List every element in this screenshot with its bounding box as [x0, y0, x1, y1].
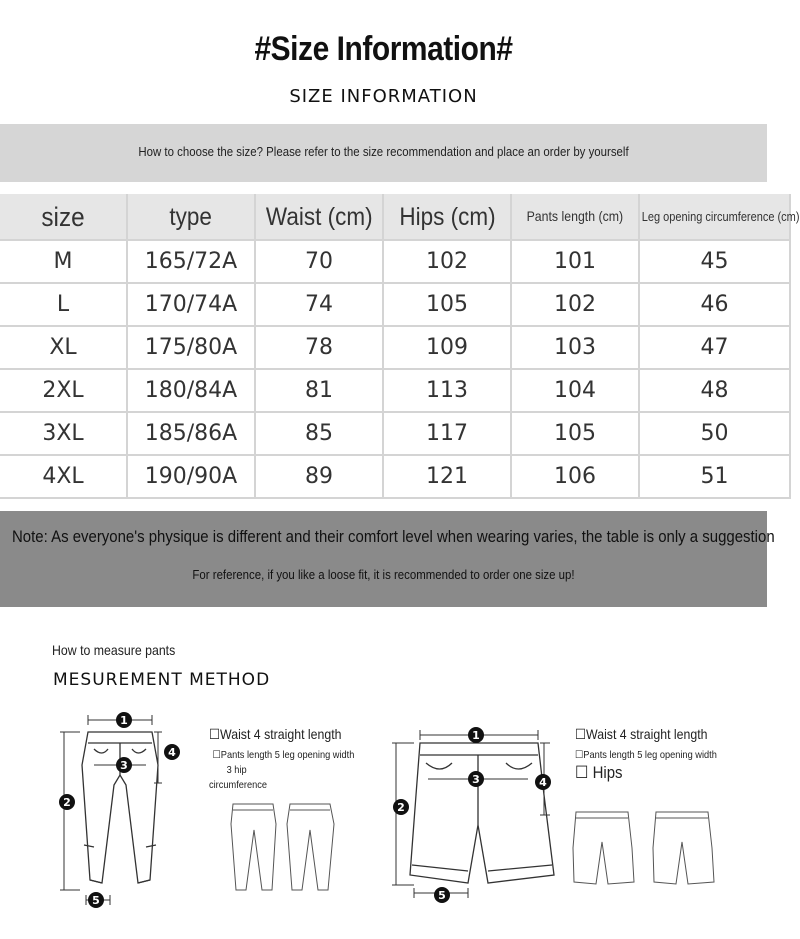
column-header-size	[0, 195, 127, 241]
table-cell: 78	[255, 326, 383, 369]
table-row	[0, 240, 790, 283]
page-subtitle: SIZE INFORMATION	[289, 86, 478, 107]
table-row	[0, 412, 790, 455]
table-cell: 3XL	[0, 412, 127, 455]
svg-text:5: 5	[92, 894, 100, 907]
legend-line: circumference	[209, 779, 268, 791]
table-body	[0, 240, 790, 498]
svg-text:1: 1	[120, 714, 128, 727]
shorts-diagram	[388, 715, 563, 910]
howto-heading: How to measure pants	[52, 642, 176, 658]
table-cell: 170/74A	[127, 283, 255, 326]
table-cell: 85	[255, 412, 383, 455]
table-cell: 103	[511, 326, 639, 369]
long-pants-legend	[209, 726, 374, 791]
table-cell: 109	[383, 326, 511, 369]
svg-text:5: 5	[438, 889, 446, 902]
method-title: MESUREMENT METHOD	[53, 670, 271, 690]
table-cell: 121	[383, 455, 511, 498]
table-cell: 70	[255, 240, 383, 283]
column-header-label: Leg opening circumference (cm)	[641, 209, 800, 224]
table-cell: 4XL	[0, 455, 127, 498]
svg-text:2: 2	[63, 796, 71, 809]
legend-line: ☐Pants length 5 leg opening width	[575, 749, 717, 761]
svg-text:3: 3	[120, 759, 128, 772]
table-cell: 175/80A	[127, 326, 255, 369]
measure-marker-4	[535, 774, 551, 790]
table-cell: 190/90A	[127, 455, 255, 498]
measure-marker-5	[434, 887, 450, 903]
legend-line: ☐Pants length 5 leg opening width	[212, 749, 355, 761]
note-band	[0, 511, 775, 607]
table-row	[0, 326, 790, 369]
column-header-leg-opening	[639, 195, 800, 241]
svg-text:3: 3	[472, 773, 480, 786]
legend-line: 3 hip	[226, 764, 247, 776]
table-cell: 180/84A	[127, 369, 255, 412]
svg-text:4: 4	[168, 746, 176, 759]
table-cell: 2XL	[0, 369, 127, 412]
column-header-type	[127, 195, 255, 241]
column-header-hips	[383, 195, 511, 241]
table-header-row	[0, 195, 790, 241]
svg-text:1: 1	[472, 729, 480, 742]
table-cell: 74	[255, 283, 383, 326]
table-cell: 102	[383, 240, 511, 283]
measure-marker-2	[59, 794, 75, 810]
column-header-label: type	[169, 202, 213, 231]
shorts-legend	[575, 726, 736, 783]
svg-text:4: 4	[539, 776, 547, 789]
legend-line: ☐ Hips	[575, 763, 623, 782]
table-cell: XL	[0, 326, 127, 369]
table-cell: 106	[511, 455, 639, 498]
long-pants-diagram	[50, 705, 190, 915]
choose-size-text: How to choose the size? Please refer to the size recommendation and place an order by yourself	[138, 144, 629, 159]
table-cell: 105	[383, 283, 511, 326]
legend-line: ☐Waist 4 straight length	[575, 726, 708, 742]
table-cell: 185/86A	[127, 412, 255, 455]
table-row	[0, 283, 790, 326]
measure-marker-3	[116, 757, 132, 773]
table-cell: M	[0, 240, 127, 283]
svg-text:2: 2	[397, 801, 405, 814]
table-cell: 45	[639, 240, 790, 283]
measure-marker-2	[393, 799, 409, 815]
column-header-label: Hips (cm)	[398, 202, 496, 231]
table-cell: 101	[511, 240, 639, 283]
column-header-pants-length	[511, 195, 639, 241]
table-cell: 47	[639, 326, 790, 369]
table-row	[0, 455, 790, 498]
table-cell: L	[0, 283, 127, 326]
size-table	[0, 194, 800, 499]
table-cell: 102	[511, 283, 639, 326]
measure-marker-1	[116, 712, 132, 728]
table-row	[0, 369, 790, 412]
long-pants-thumbnails	[228, 800, 338, 896]
column-header-label: size	[41, 201, 85, 232]
column-header-waist	[255, 195, 383, 241]
table-cell: 105	[511, 412, 639, 455]
shorts-thumbnails	[570, 808, 720, 888]
table-cell: 117	[383, 412, 511, 455]
table-cell: 50	[639, 412, 790, 455]
column-header-label: Pants length (cm)	[526, 208, 624, 224]
measure-marker-1	[468, 727, 484, 743]
note-text: Note: As everyone's physique is different and their comfort level when wearing varies, the table is only a suggestion	[12, 527, 775, 546]
table-cell: 48	[639, 369, 790, 412]
table-cell: 89	[255, 455, 383, 498]
measure-marker-3	[468, 771, 484, 787]
table-cell: 81	[255, 369, 383, 412]
column-header-label: Waist (cm)	[265, 202, 373, 231]
table-cell: 113	[383, 369, 511, 412]
measure-marker-5	[88, 892, 104, 908]
table-cell: 46	[639, 283, 790, 326]
table-cell: 51	[639, 455, 790, 498]
note-subtext: For reference, if you like a loose fit, it is recommended to order one size up!	[192, 567, 575, 582]
measure-marker-4	[164, 744, 180, 760]
page-title: #Size Information#	[254, 30, 513, 68]
legend-line: ☐Waist 4 straight length	[209, 726, 342, 742]
table-cell: 165/72A	[127, 240, 255, 283]
table-cell: 104	[511, 369, 639, 412]
